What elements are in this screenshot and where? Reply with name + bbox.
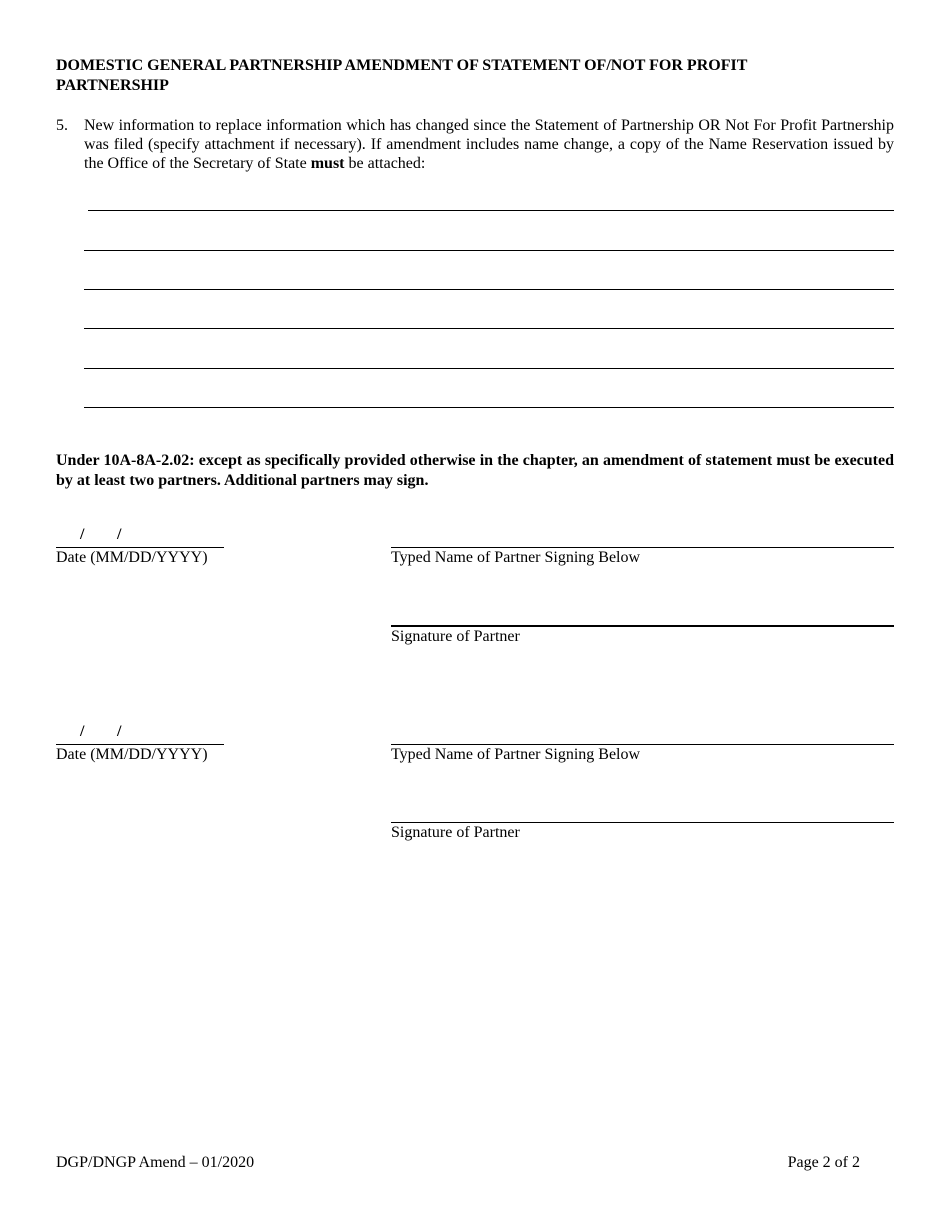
form-title: DOMESTIC GENERAL PARTNERSHIP AMENDMENT OF STATEMENT OF/NOT FOR PROFIT PARTNERSHIP [56,57,748,94]
date-field-2[interactable] [56,723,224,765]
date-line[interactable] [56,723,224,745]
new-info-line-2[interactable] [84,250,894,251]
signature-label: Signature of Partner [391,628,520,645]
date-slash: / [117,526,122,543]
new-info-line-5[interactable] [84,368,894,369]
new-info-line-3[interactable] [84,289,894,290]
date-line[interactable] [56,526,224,548]
new-info-line-6[interactable] [84,407,894,408]
new-info-line-1[interactable] [88,210,894,211]
item-number: 5. [56,117,68,134]
date-slash: / [80,723,85,740]
signature-field-1[interactable] [391,625,894,647]
date-field-1[interactable] [56,526,224,568]
typed-name-label: Typed Name of Partner Signing Below [391,746,641,763]
date-label: Date (MM/DD/YYYY) [56,549,208,566]
typed-name-field-2[interactable] [391,744,894,765]
signature-label: Signature of Partner [391,824,520,841]
statute-notice: Under 10A-8A-2.02: except as specifically provided otherwise in the chapter, an amendment of statement must be executed by at least two partners. Additional partners may sign. [56,452,894,489]
date-label: Date (MM/DD/YYYY) [56,746,208,763]
form-id: DGP/DNGP Amend – 01/2020 [56,1154,255,1171]
page-number: Page 2 of 2 [787,1154,860,1171]
signature-field-2[interactable] [391,822,894,843]
typed-name-label: Typed Name of Partner Signing Below [391,549,641,566]
item-5-text-end: be attached: [344,155,426,172]
item-5-text [84,116,894,173]
item-5-instructions [56,116,894,173]
item-5-bold-word: must [310,155,345,172]
typed-name-field-1[interactable] [391,547,894,568]
date-slash: / [80,526,85,543]
date-slash: / [117,723,122,740]
item-5-text-part: New information to replace information which has changed since the Statement of Partnership OR Not For Profit Partnership was filed (specify attachment if necessary). If amendment includes name change, a copy of the Name Reservation issued by the Office of the Secretary of State [84,117,894,172]
new-info-line-4[interactable] [84,328,894,329]
